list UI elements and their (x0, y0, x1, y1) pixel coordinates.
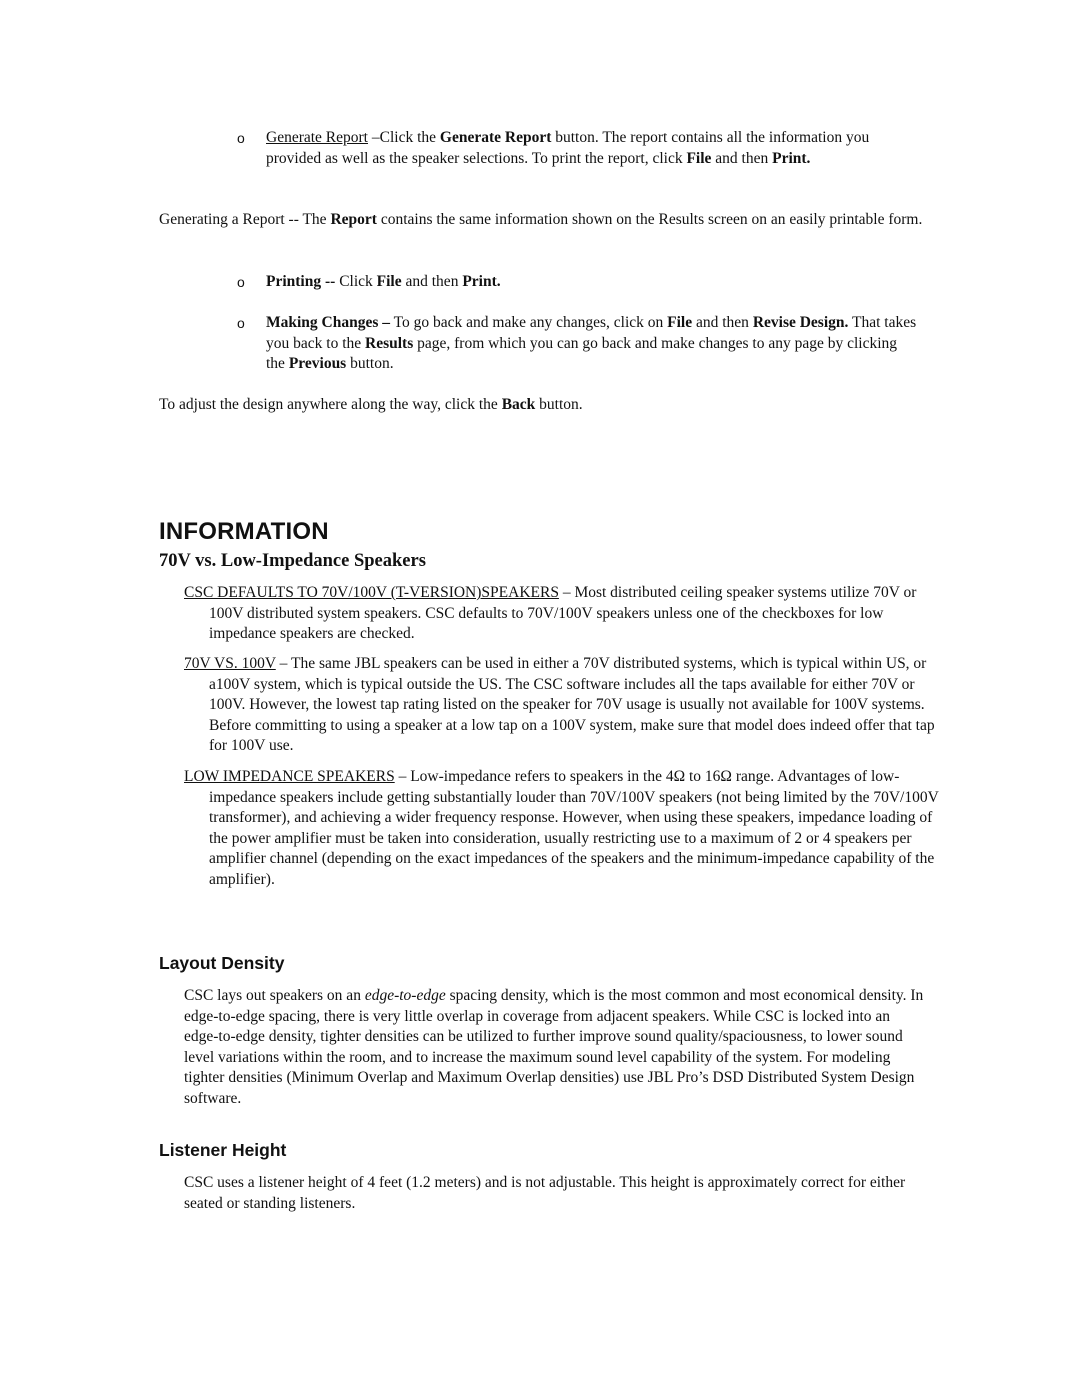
bullet-marker: o (237, 315, 245, 331)
item-70v-vs-100v: 70V VS. 100V – The same JBL speakers can be used in either a 70V distributed systems, which is typical within US, or a100V system, which is typical outside the US. The CSC software includes all the taps available for either 70V or 100V. However, the lowest tap rating listed on the speaker for 70V usage is usually not available for 100V systems. Before committing to using a speaker at a low tap on a 100V system, make sure that model does indeed offer that tap for 100V use. (184, 655, 935, 754)
bullet-text: Making Changes – To go back and make any changes, click on File and then Revise Design. That takes you back to the Results page, from which you can go back and make changes to any page by clicking the Previous button. (266, 314, 917, 372)
bullet-text: Generate Report –Click the Generate Report button. The report contains all the information you provided as well as the speaker selections. To print the report, click File and then Print. (266, 129, 870, 167)
heading-listener-height: Listener Height (159, 1140, 287, 1160)
bullet-text: Printing -- Click File and then Print. (266, 273, 501, 290)
paragraph-listener-height: CSC uses a listener height of 4 feet (1.2 meters) and is not adjustable. This height is approximately correct for either seated or standing listeners. (184, 1174, 906, 1212)
heading-layout-density: Layout Density (159, 953, 285, 973)
term-low-impedance: LOW IMPEDANCE SPEAKERS (184, 768, 395, 785)
bullet-marker: o (237, 274, 245, 290)
page-title-information: INFORMATION (159, 518, 329, 545)
paragraph-layout-density: CSC lays out speakers on an edge-to-edge spacing density, which is the most common and most economical density. In edge-to-edge spacing, there is very little overlap in coverage from adjacent speakers. While CSC is locked into an edge-to-edge density, tighter densities can be utilized to further improve sound quality/spaciousness, to lower sound level variations within the room, and to increase the maximum sound level capability of the system. For modeling tighter densities (Minimum Overlap and Maximum Overlap densities) use JBL Pro’s DSD Distributed System Design software. (184, 987, 924, 1107)
paragraph-adjust-design: To adjust the design anywhere along the way, click the Back button. (159, 396, 583, 413)
term-70v-vs-100v: 70V VS. 100V (184, 655, 276, 672)
item-csc-defaults: CSC DEFAULTS TO 70V/100V (T-VERSION)SPEAKERS – Most distributed ceiling speaker systems utilize 70V or 100V distributed system speakers. CSC defaults to 70V/100V speakers unless one of the checkboxes for low impedance speakers are checked. (184, 584, 917, 642)
generate-report-link[interactable]: Generate Report (266, 129, 368, 146)
bullet-generate-report (237, 128, 917, 169)
term-csc-defaults: CSC DEFAULTS TO 70V/100V (T-VERSION)SPEAKERS (184, 584, 559, 601)
bullet-making-changes (237, 313, 917, 375)
paragraph-generating-report: Generating a Report -- The Report contains the same information shown on the Results screen on an easily printable form. (159, 211, 923, 228)
bullet-printing (237, 272, 917, 293)
item-low-impedance-speakers: LOW IMPEDANCE SPEAKERS – Low-impedance refers to speakers in the 4Ω to 16Ω range. Advantages of low-impedance speakers include getting substantially louder than 70V/100V speakers (not being limited by the 70V/100V transformer), and achieving a wider frequency response. However, when using these speakers, impedance loading of the power amplifier must be taken into consideration, usually restricting use to a maximum of 2 or 4 speakers per amplifier channel (depending on the exact impedances of the speakers and the minimum-impedance capability of the amplifier). (184, 768, 939, 888)
heading-70v-vs-low-impedance: 70V vs. Low-Impedance Speakers (159, 551, 426, 571)
bullet-marker: o (237, 130, 245, 146)
